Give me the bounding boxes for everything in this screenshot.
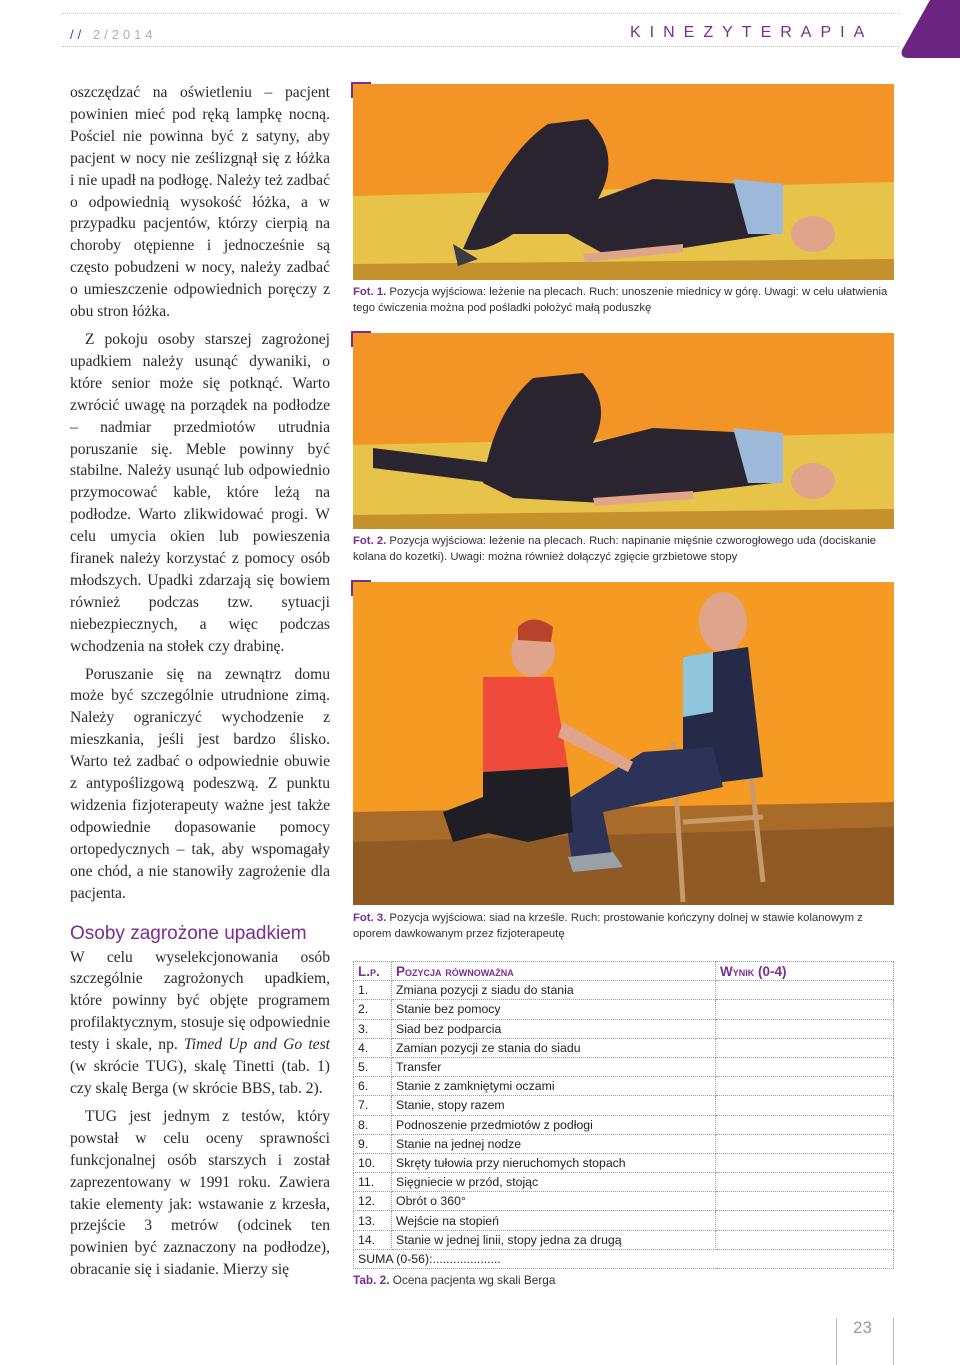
table-cell: Sięgniecie w przód, stojąc (392, 1173, 716, 1192)
table-row (354, 1192, 894, 1211)
header-divider-top (62, 13, 900, 14)
paragraph-1: oszczędzać na oświetleniu – pacjent powinien mieć pod ręką lampkę nocną. Pościel nie powinna być z satyny, aby pacjent w nocy nie ześlizgnął się z łóżka i nie upadł na podłogę. Należy też zadbać o odpowiednią wysokość łóżka, a w przypadku pacjentów, którzy cierpią na choroby otępienne i jednocześnie są często pobudzeni w nocy, należy zadbać o umieszczenie odpowiednich poręczy z obu stron łóżka. (70, 84, 330, 321)
table-cell: 13. (354, 1211, 392, 1230)
table-cell (716, 1077, 894, 1096)
table-row (354, 1077, 894, 1096)
section-title: KINEZYTERAPIA (630, 24, 874, 41)
sum-cell: SUMA (0-56):.................... (354, 1249, 894, 1268)
table-row (354, 981, 894, 1000)
table-row (354, 1038, 894, 1057)
table-cell (716, 1134, 894, 1153)
paragraph-3: Poruszanie się na zewnątrz domu może być szczególnie utrudnione zimą. Należy ograniczyć wychodzenie z mieszkania, jeśli jest bardzo ślisko. Warto też zadbać o odpowiednie obuwie z antypoślizgową podeszwą. Z punktu widzenia fizjoterapeuty ważne jest także odpowiednie dopasowanie pomocy ortopedycznych – tak, aby wspomagały one chód, a nie stanowiły zagrożenie dla pacjenta. (70, 665, 330, 902)
column-header-score: Wynik (0-4) (716, 962, 894, 981)
table-cell: 10. (354, 1153, 392, 1172)
table-cell (716, 1057, 894, 1076)
table-cell (716, 1230, 894, 1249)
table-cell (716, 1173, 894, 1192)
table-cell (716, 1096, 894, 1115)
table-cell (716, 1153, 894, 1172)
table-row (354, 1211, 894, 1230)
table-cell: Stanie, stopy razem (392, 1096, 716, 1115)
table-cell: 7. (354, 1096, 392, 1115)
table-cell (716, 1192, 894, 1211)
table-cell: Stanie na jednej nodze (392, 1134, 716, 1153)
table-cell: Transfer (392, 1057, 716, 1076)
photo-1 (353, 84, 894, 280)
table-cell: 5. (354, 1057, 392, 1076)
table-cell (716, 1038, 894, 1057)
table-row (354, 1019, 894, 1038)
table-sum-row (354, 1249, 894, 1268)
table-cell: Wejście na stopień (392, 1211, 716, 1230)
table-cell (716, 981, 894, 1000)
table-row (354, 1230, 894, 1249)
table-row (354, 1115, 894, 1134)
table-header-row (354, 962, 894, 981)
table-row (354, 1096, 894, 1115)
table-cell: Zmiana pozycji z siadu do stania (392, 981, 716, 1000)
table-cell: Podnoszenie przedmiotów z podłogi (392, 1115, 716, 1134)
page-header (0, 0, 960, 60)
berg-scale-table (353, 961, 894, 1269)
table-cell: 6. (354, 1077, 392, 1096)
table-row (354, 1173, 894, 1192)
table-cell: 1. (354, 981, 392, 1000)
table-row (354, 1057, 894, 1076)
photo-caption-3: Fot. 3. Pozycja wyjściowa: siad na krześle. Ruch: prostowanie kończyny dolnej w stawie kolanowym z oporem dawkowanym przez fizjoterapeutę (353, 912, 863, 940)
footer-divider-left (836, 1318, 837, 1365)
photo-caption-1: Fot. 1. Pozycja wyjściowa: leżenie na plecach. Ruch: unoszenie miednicy w górę. Uwagi: w celu ułatwienia tego ćwiczenia można pod pośladki położyć małą poduszkę (353, 286, 888, 314)
table-cell: Siad bez podparcia (392, 1019, 716, 1038)
table-cell: Skręty tułowia przy nieruchomych stopach (392, 1153, 716, 1172)
paragraph-4: W celu wyselekcjonowania osób szczególnie zagrożonych upadkiem, które powinny być objęte programem profilaktycznym, stosuje się odpowiednie testy i skale, np. Timed Up and Go test (w skrócie TUG), skalę Tinetti (tab. 1) czy skalę Berga (w skrócie BBS, tab. 2). (70, 948, 330, 1097)
table-cell: 4. (354, 1038, 392, 1057)
footer-divider-right (893, 1318, 894, 1365)
paragraph-2: Z pokoju osoby starszej zagrożonej upadkiem należy usunąć dywaniki, o które senior może się potknąć. Warto zwrócić uwagę na porządek na podłodze – nadmiar przedmiotów utrudnia poruszanie się. Meble powinny być stabilne. Należy usunąć lub odpowiednio przymocować kable, które leżą na podłodze. Warto zlikwidować progi. W celu umycia okien lub powieszenia firanek należy korzystać z pomocy osób młodszych. Upadki zdarzają się bowiem również podczas tzw. sytuacji niebezpiecznych, a więc podczas wchodzenia na stołek czy drabinę. (70, 330, 330, 655)
paragraph-5: TUG jest jednym z testów, który powstał w celu oceny sprawności funkcjonalnej osób starszych i został zaprezentowany w 1991 roku. Zawiera takie elementy jak: wstawanie z krzesła, przejście 3 metrów (odcinek ten powinien być zaznaczony na podłodze), obracanie się i siadanie. Mierzy się (70, 1107, 330, 1279)
table-cell: 3. (354, 1019, 392, 1038)
page-number: 23 (853, 1318, 872, 1337)
table-cell (716, 1211, 894, 1230)
column-header-number: L.p. (354, 962, 392, 981)
table-caption: Tab. 2. Ocena pacjenta wg skali Berga (353, 1273, 556, 1287)
section-heading: Osoby zagrożone upadkiem (70, 922, 307, 944)
table-cell: Zamian pozycji ze stania do siadu (392, 1038, 716, 1057)
header-divider (62, 46, 900, 47)
table-row (354, 1153, 894, 1172)
table-cell: Stanie z zamkniętymi oczami (392, 1077, 716, 1096)
table-cell (716, 1000, 894, 1019)
table-cell: Stanie bez pomocy (392, 1000, 716, 1019)
section-tab-decoration (900, 0, 960, 58)
photo-2 (353, 333, 894, 529)
photo-caption-2: Fot. 2. Pozycja wyjściowa: leżenie na plecach. Ruch: napinanie mięśnie czworogłowego uda (dociskanie kolana do kozetki). Uwagi: można również dołączyć zgięcie grzbietowe stopy (353, 535, 877, 563)
photo-3 (353, 582, 894, 905)
table-cell: 12. (354, 1192, 392, 1211)
table-row (354, 1000, 894, 1019)
table-cell (716, 1019, 894, 1038)
table-cell: 2. (354, 1000, 392, 1019)
table-cell: Obrót o 360° (392, 1192, 716, 1211)
column-header-position: Pozycja równoważna (392, 962, 716, 981)
table-cell: 14. (354, 1230, 392, 1249)
issue-label: // 2/2014 (70, 27, 157, 42)
left-column (70, 82, 330, 1281)
table-cell: 11. (354, 1173, 392, 1192)
table-cell: 8. (354, 1115, 392, 1134)
table-row (354, 1134, 894, 1153)
table-cell: 9. (354, 1134, 392, 1153)
table-cell: Stanie w jednej linii, stopy jedna za drugą (392, 1230, 716, 1249)
table-cell (716, 1115, 894, 1134)
